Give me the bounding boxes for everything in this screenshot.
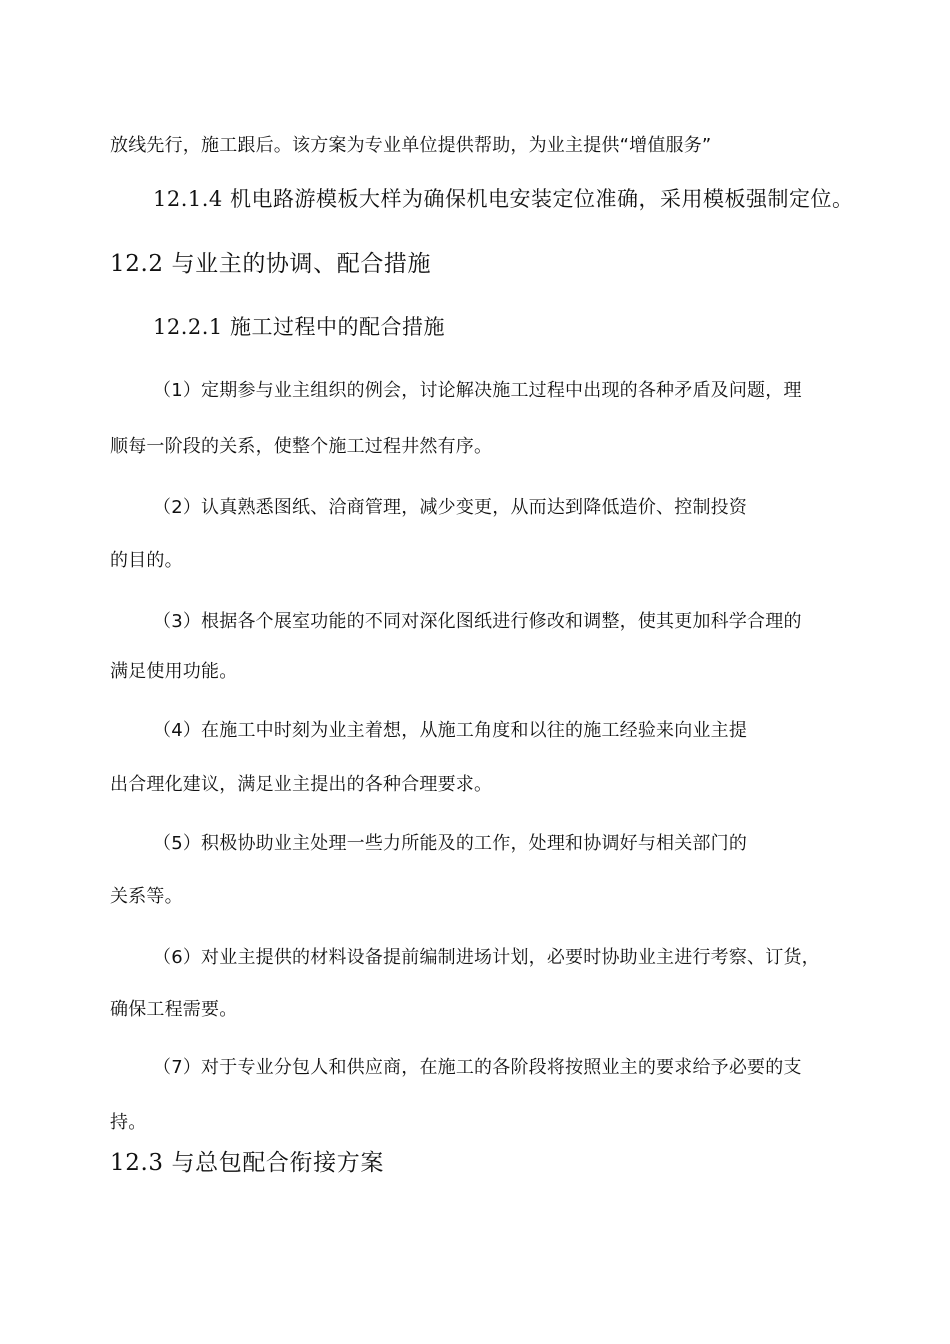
measure-item-7-line-2: 持。	[110, 1112, 147, 1133]
measure-item-1-line-1: （1）定期参与业主组织的例会，讨论解决施工过程中出现的各种矛盾及问题，理	[153, 380, 802, 401]
measure-item-5-line-1: （5）积极协助业主处理一些力所能及的工作，处理和协调好与相关部门的	[153, 833, 748, 854]
measure-item-3-line-1: （3）根据各个展室功能的不同对深化图纸进行修改和调整，使其更加科学合理的	[153, 611, 802, 632]
measure-item-5-line-2: 关系等。	[110, 886, 183, 907]
measure-item-1-line-2: 顺每一阶段的关系，使整个施工过程井然有序。	[110, 436, 493, 457]
intro-paragraph-line: 放线先行，施工跟后。该方案为专业单位提供帮助，为业主提供“增值服务”	[110, 135, 712, 156]
section-12-2-heading: 12.2 与业主的协调、配合措施	[110, 251, 432, 277]
section-12-3-heading: 12.3 与总包配合衔接方案	[110, 1150, 384, 1176]
measure-item-2-line-1: （2）认真熟悉图纸、洽商管理，减少变更，从而达到降低造价、控制投资	[153, 497, 748, 518]
measure-item-4-line-1: （4）在施工中时刻为业主着想，从施工角度和以往的施工经验来向业主提	[153, 720, 748, 741]
measure-item-3-line-2: 满足使用功能。	[110, 661, 238, 682]
measure-item-4-line-2: 出合理化建议，满足业主提出的各种合理要求。	[110, 774, 493, 795]
measure-item-2-line-2: 的目的。	[110, 550, 183, 571]
section-12-2-1-heading: 12.2.1 施工过程中的配合措施	[153, 315, 445, 339]
measure-item-6-line-1: （6）对业主提供的材料设备提前编制进场计划，必要时协助业主进行考察、订货，	[153, 947, 820, 968]
measure-item-7-line-1: （7）对于专业分包人和供应商，在施工的各阶段将按照业主的要求给予必要的支	[153, 1057, 802, 1078]
section-12-1-4-text: 12.1.4 机电路游模板大样为确保机电安装定位准确，采用模板强制定位。	[153, 187, 854, 211]
measure-item-6-line-2: 确保工程需要。	[110, 999, 238, 1020]
